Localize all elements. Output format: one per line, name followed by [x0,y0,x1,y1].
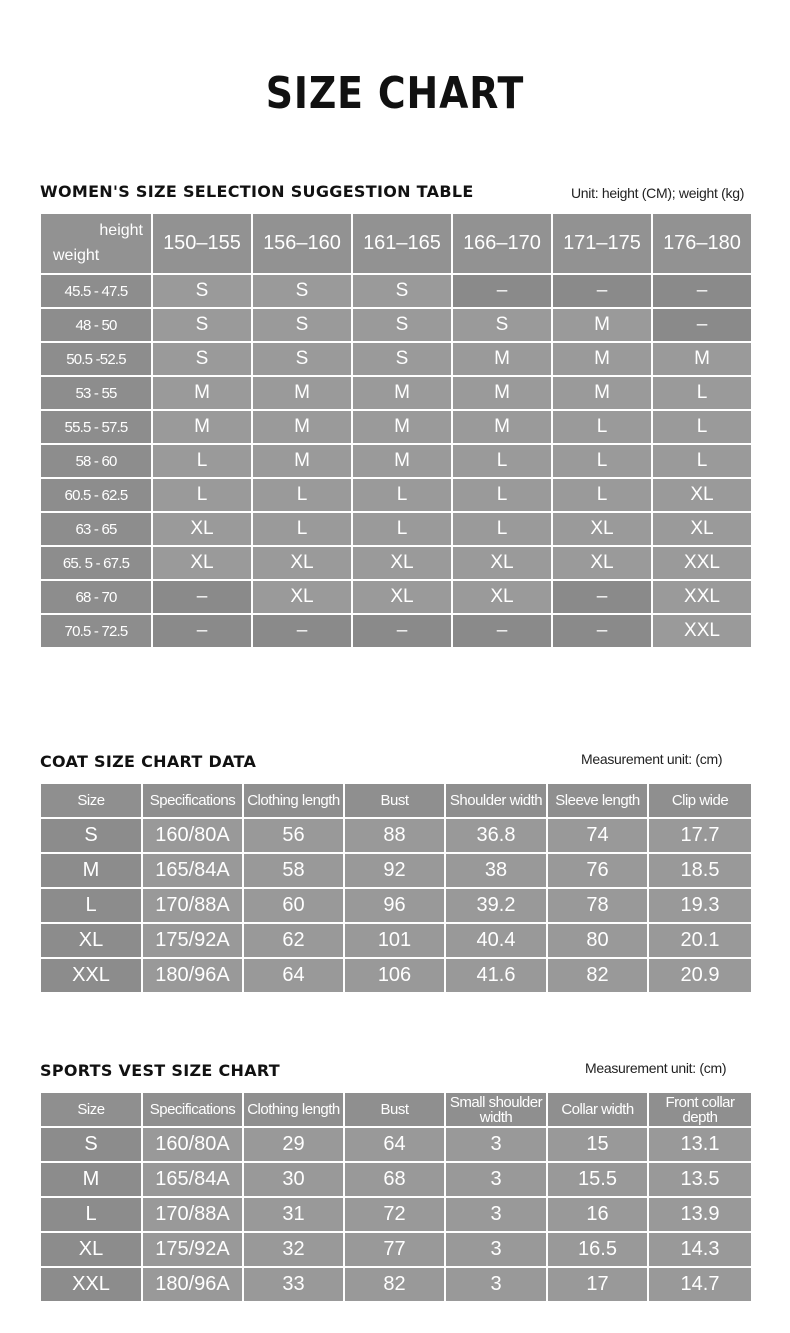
size-cell: S [352,342,452,376]
value-cell: 38 [445,853,547,888]
table-row [40,376,752,410]
value-cell: 17 [547,1267,648,1302]
column-header: Size [40,1092,142,1127]
weight-cell: 68 - 70 [40,580,152,614]
size-cell: M [452,410,552,444]
size-cell: XXL [652,580,752,614]
size-cell: XL [152,512,252,546]
corner-weight-label: weight [53,247,100,264]
value-cell: 175/92A [142,1232,243,1267]
size-cell: L [552,478,652,512]
value-cell: 62 [243,923,344,958]
value-cell: 170/88A [142,888,243,923]
weight-cell: 70.5 - 72.5 [40,614,152,648]
height-header: 171–175 [552,213,652,274]
weight-cell: 58 - 60 [40,444,152,478]
value-cell: 3 [445,1162,547,1197]
size-cell: S [452,308,552,342]
size-cell: L [152,444,252,478]
value-cell: 165/84A [142,1162,243,1197]
vest-size-table [39,1091,753,1303]
column-header: Shoulder width [445,783,547,818]
value-cell: 74 [547,818,648,853]
value-cell: 41.6 [445,958,547,993]
size-cell: M [152,376,252,410]
table-row [40,410,752,444]
table-row [40,818,752,853]
size-cell: M [252,376,352,410]
vest-section-title: SPORTS VEST SIZE CHART [40,1061,280,1080]
size-cell: M [252,444,352,478]
column-header: Collar width [547,1092,648,1127]
size-cell: – [252,614,352,648]
weight-cell: 65. 5 - 67.5 [40,546,152,580]
value-cell: 160/80A [142,818,243,853]
column-header: Front collar depth [648,1092,752,1127]
table-row [40,274,752,308]
value-cell: 88 [344,818,445,853]
column-header: Bust [344,1092,445,1127]
size-cell: XL [352,580,452,614]
weight-cell: 55.5 - 57.5 [40,410,152,444]
size-cell: XXL [652,614,752,648]
value-cell: 14.3 [648,1232,752,1267]
size-cell: S [352,308,452,342]
value-cell: 101 [344,923,445,958]
table-row [40,1162,752,1197]
value-cell: 3 [445,1197,547,1232]
value-cell: 33 [243,1267,344,1302]
height-header: 166–170 [452,213,552,274]
size-cell: – [552,274,652,308]
column-header: Clothing length [243,1092,344,1127]
size-cell: XL [552,546,652,580]
size-cell: M [252,410,352,444]
size-cell: M [552,308,652,342]
value-cell: 19.3 [648,888,752,923]
value-cell: 17.7 [648,818,752,853]
size-cell: XL [152,546,252,580]
value-cell: 76 [547,853,648,888]
size-cell: XL [452,580,552,614]
value-cell: 3 [445,1127,547,1162]
table-row [40,580,752,614]
weight-cell: 60.5 - 62.5 [40,478,152,512]
value-cell: 56 [243,818,344,853]
value-cell: 77 [344,1232,445,1267]
size-cell: – [552,580,652,614]
size-cell: L [452,478,552,512]
size-cell: L [452,444,552,478]
women-section-title: WOMEN'S SIZE SELECTION SUGGESTION TABLE [40,182,474,201]
size-cell: M [352,376,452,410]
size-cell: L [352,512,452,546]
size-cell: S [40,818,142,853]
table-row [40,1267,752,1302]
size-cell: M [652,342,752,376]
women-size-table [39,212,753,649]
size-cell: XXL [652,546,752,580]
value-cell: 165/84A [142,853,243,888]
value-cell: 31 [243,1197,344,1232]
height-header: 176–180 [652,213,752,274]
table-row [40,1197,752,1232]
size-cell: – [352,614,452,648]
size-cell: S [352,274,452,308]
value-cell: 20.9 [648,958,752,993]
value-cell: 96 [344,888,445,923]
size-cell: M [452,342,552,376]
size-cell: M [352,444,452,478]
table-row [40,444,752,478]
column-header: Bust [344,783,445,818]
value-cell: 68 [344,1162,445,1197]
column-header: Specifications [142,783,243,818]
height-header: 156–160 [252,213,352,274]
table-row [40,546,752,580]
page-title: SIZE CHART [265,68,525,119]
value-cell: 64 [344,1127,445,1162]
corner-cell [40,213,152,274]
table-row [40,1232,752,1267]
value-cell: 80 [547,923,648,958]
value-cell: 32 [243,1232,344,1267]
size-cell: S [152,274,252,308]
size-cell: S [252,308,352,342]
table-row [40,958,752,993]
coat-size-table [39,782,753,994]
size-cell: XL [552,512,652,546]
women-unit-note: Unit: height (CM); weight (kg) [571,185,745,201]
size-cell: XL [252,580,352,614]
size-cell: M [352,410,452,444]
value-cell: 180/96A [142,958,243,993]
column-header: Sleeve length [547,783,648,818]
vest-unit-note: Measurement unit: (cm) [585,1060,727,1076]
value-cell: 30 [243,1162,344,1197]
size-cell: L [652,410,752,444]
value-cell: 36.8 [445,818,547,853]
table-row [40,478,752,512]
table-row [40,308,752,342]
vest-header-row [40,1092,752,1127]
value-cell: 82 [344,1267,445,1302]
value-cell: 16.5 [547,1232,648,1267]
size-cell: S [252,274,352,308]
size-cell: L [452,512,552,546]
size-cell: L [40,888,142,923]
value-cell: 13.5 [648,1162,752,1197]
weight-cell: 63 - 65 [40,512,152,546]
women-header-row [40,213,752,274]
value-cell: 18.5 [648,853,752,888]
value-cell: 58 [243,853,344,888]
value-cell: 3 [445,1232,547,1267]
table-row [40,342,752,376]
weight-cell: 53 - 55 [40,376,152,410]
coat-section-title: COAT SIZE CHART DATA [40,752,257,771]
height-header: 150–155 [152,213,252,274]
table-row [40,1127,752,1162]
value-cell: 60 [243,888,344,923]
coat-unit-note: Measurement unit: (cm) [581,751,723,767]
table-row [40,888,752,923]
size-cell: XXL [40,958,142,993]
value-cell: 92 [344,853,445,888]
value-cell: 15 [547,1127,648,1162]
size-cell: XL [252,546,352,580]
size-cell: – [452,274,552,308]
column-header: Small shoulder width [445,1092,547,1127]
value-cell: 40.4 [445,923,547,958]
size-cell: XL [40,923,142,958]
size-cell: L [252,512,352,546]
size-cell: S [152,308,252,342]
value-cell: 180/96A [142,1267,243,1302]
value-cell: 14.7 [648,1267,752,1302]
size-cell: L [252,478,352,512]
size-cell: L [40,1197,142,1232]
size-cell: L [652,376,752,410]
value-cell: 72 [344,1197,445,1232]
size-cell: M [452,376,552,410]
weight-cell: 50.5 -52.5 [40,342,152,376]
value-cell: 20.1 [648,923,752,958]
size-cell: – [652,308,752,342]
size-cell: – [152,614,252,648]
size-cell: L [552,410,652,444]
value-cell: 39.2 [445,888,547,923]
height-header: 161–165 [352,213,452,274]
size-cell: M [152,410,252,444]
value-cell: 170/88A [142,1197,243,1232]
size-cell: M [40,853,142,888]
size-cell: XL [40,1232,142,1267]
value-cell: 175/92A [142,923,243,958]
size-cell: XL [652,512,752,546]
column-header: Clothing length [243,783,344,818]
column-header: Size [40,783,142,818]
size-cell: S [252,342,352,376]
value-cell: 3 [445,1267,547,1302]
size-cell: M [552,342,652,376]
size-cell: L [552,444,652,478]
weight-cell: 45.5 - 47.5 [40,274,152,308]
coat-header-row [40,783,752,818]
value-cell: 160/80A [142,1127,243,1162]
size-cell: L [652,444,752,478]
size-cell: XL [352,546,452,580]
size-cell: XL [652,478,752,512]
size-cell: – [552,614,652,648]
value-cell: 78 [547,888,648,923]
table-row [40,512,752,546]
value-cell: 106 [344,958,445,993]
size-cell: L [352,478,452,512]
size-cell: M [552,376,652,410]
size-cell: L [152,478,252,512]
weight-cell: 48 - 50 [40,308,152,342]
size-cell: M [40,1162,142,1197]
size-cell: XXL [40,1267,142,1302]
size-cell: – [452,614,552,648]
value-cell: 13.1 [648,1127,752,1162]
corner-height-label: height [99,222,143,239]
value-cell: 82 [547,958,648,993]
size-cell: – [652,274,752,308]
table-row [40,614,752,648]
column-header: Specifications [142,1092,243,1127]
size-cell: XL [452,546,552,580]
table-row [40,923,752,958]
table-row [40,853,752,888]
value-cell: 15.5 [547,1162,648,1197]
size-cell: S [40,1127,142,1162]
column-header: Clip wide [648,783,752,818]
value-cell: 13.9 [648,1197,752,1232]
size-cell: S [152,342,252,376]
size-cell: – [152,580,252,614]
value-cell: 64 [243,958,344,993]
value-cell: 29 [243,1127,344,1162]
value-cell: 16 [547,1197,648,1232]
